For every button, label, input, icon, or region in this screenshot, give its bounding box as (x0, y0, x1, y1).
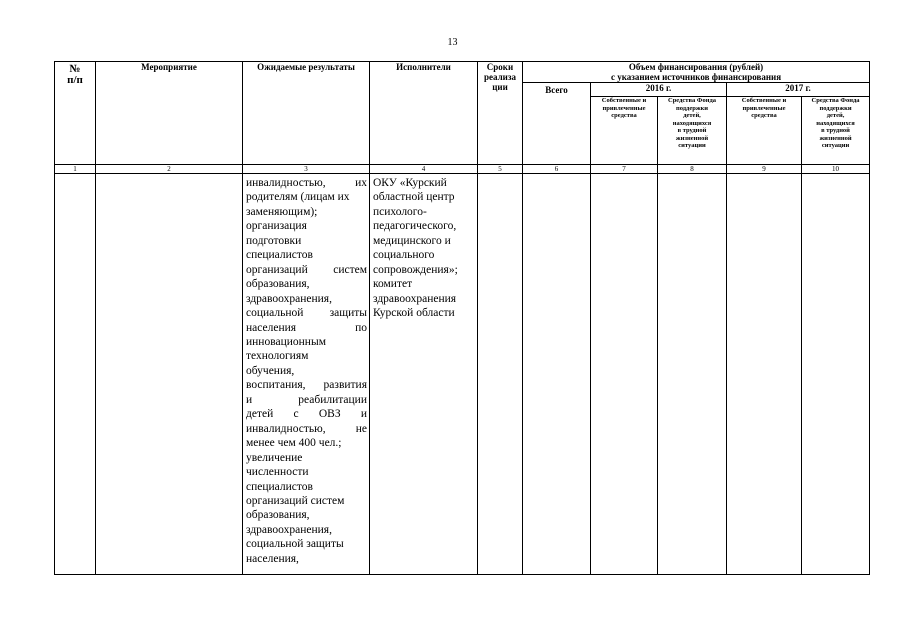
results-line: населения по (246, 321, 367, 334)
cell-measure (96, 174, 243, 575)
header-measure: Мероприятие (96, 62, 243, 165)
header-fund-support-2017: Средства Фонда поддержки детей, находящихся в трудной жизненной ситуации (802, 97, 870, 165)
column-number: 7 (591, 165, 658, 174)
results-line: численности (246, 466, 309, 479)
results-line: подготовки (246, 234, 302, 247)
cell-own-funds-2017 (727, 174, 802, 575)
results-line: воспитания, развития (246, 379, 367, 392)
column-number: 10 (802, 165, 870, 174)
executors-line: областной центр (373, 191, 455, 204)
results-line: организаций систем (246, 494, 345, 507)
results-line: здравоохранения, (246, 292, 332, 305)
results-line: социальной защиты (246, 307, 367, 320)
column-number: 4 (370, 165, 478, 174)
results-line: образования, (246, 278, 310, 291)
header-own-funds-2017: Собственные и привлеченные средства (727, 97, 802, 165)
results-line: организаций систем (246, 263, 367, 276)
results-line: инвалидностью, их (246, 177, 367, 189)
results-line: менее чем 400 чел.; (246, 437, 342, 450)
column-number: 9 (727, 165, 802, 174)
results-line: социальной защиты (246, 538, 344, 551)
results-line: обучения, (246, 364, 295, 377)
cell-fund-support-2016 (658, 174, 727, 575)
header-executors: Исполнители (370, 62, 478, 165)
column-number: 3 (243, 165, 370, 174)
executors-line: медицинского и (373, 234, 451, 247)
table-row (55, 174, 870, 575)
cell-executors (370, 174, 478, 575)
page-number: 13 (447, 37, 458, 48)
results-line: детей с ОВЗ и (246, 408, 367, 421)
results-line: инновационным (246, 335, 326, 348)
cell-fund-support-2017 (802, 174, 870, 575)
column-number: 1 (55, 165, 96, 174)
results-line: заменяющим); (246, 205, 318, 218)
results-line: родителям (лицам их (246, 191, 350, 204)
header-fund-support-2016: Средства Фонда поддержки детей, находящихся в трудной жизненной ситуации (658, 97, 727, 165)
results-line: увеличение (246, 451, 303, 464)
results-line: специалистов (246, 249, 313, 262)
results-line: технологиям (246, 350, 309, 363)
cell-num (55, 174, 96, 575)
column-number: 5 (478, 165, 523, 174)
cell-results (243, 174, 370, 575)
results-line: здравоохранения, (246, 523, 332, 536)
results-line: организация (246, 220, 307, 233)
executors-line: психолого- (373, 205, 427, 218)
header-year-2016: 2016 г. (591, 83, 727, 97)
column-number-row (55, 165, 870, 174)
cell-total (523, 174, 591, 575)
results-line: населения, (246, 552, 299, 565)
financing-table (54, 61, 870, 575)
executors-line: сопровождения»; (373, 263, 458, 276)
executors-line: ОКУ «Курский (373, 177, 447, 189)
executors-line: комитет (373, 278, 413, 291)
column-number: 6 (523, 165, 591, 174)
header-own-funds-2016: Собственные и привлеченные средства (591, 97, 658, 165)
header-year-2017: 2017 г. (727, 83, 870, 97)
results-line: образования, (246, 509, 310, 522)
header-num: № п/п (55, 62, 96, 165)
column-number: 8 (658, 165, 727, 174)
cell-own-funds-2016 (591, 174, 658, 575)
results-line: и реабилитации (246, 393, 367, 406)
results-line: инвалидностью, не (246, 422, 367, 435)
cell-terms (478, 174, 523, 575)
results-line: специалистов (246, 480, 313, 493)
header-terms: Сроки реализа ции (478, 62, 523, 165)
executors-line: здравоохранения (373, 292, 457, 305)
executors-line: социального (373, 249, 435, 262)
executors-line: педагогического, (373, 220, 457, 233)
header-funding: Объем финансирования (рублей) с указанием источников финансирования (523, 62, 870, 83)
header-total: Всего (523, 83, 591, 165)
column-number: 2 (96, 165, 243, 174)
executors-line: Курской области (373, 307, 455, 320)
header-results: Ожидаемые результаты (243, 62, 370, 165)
